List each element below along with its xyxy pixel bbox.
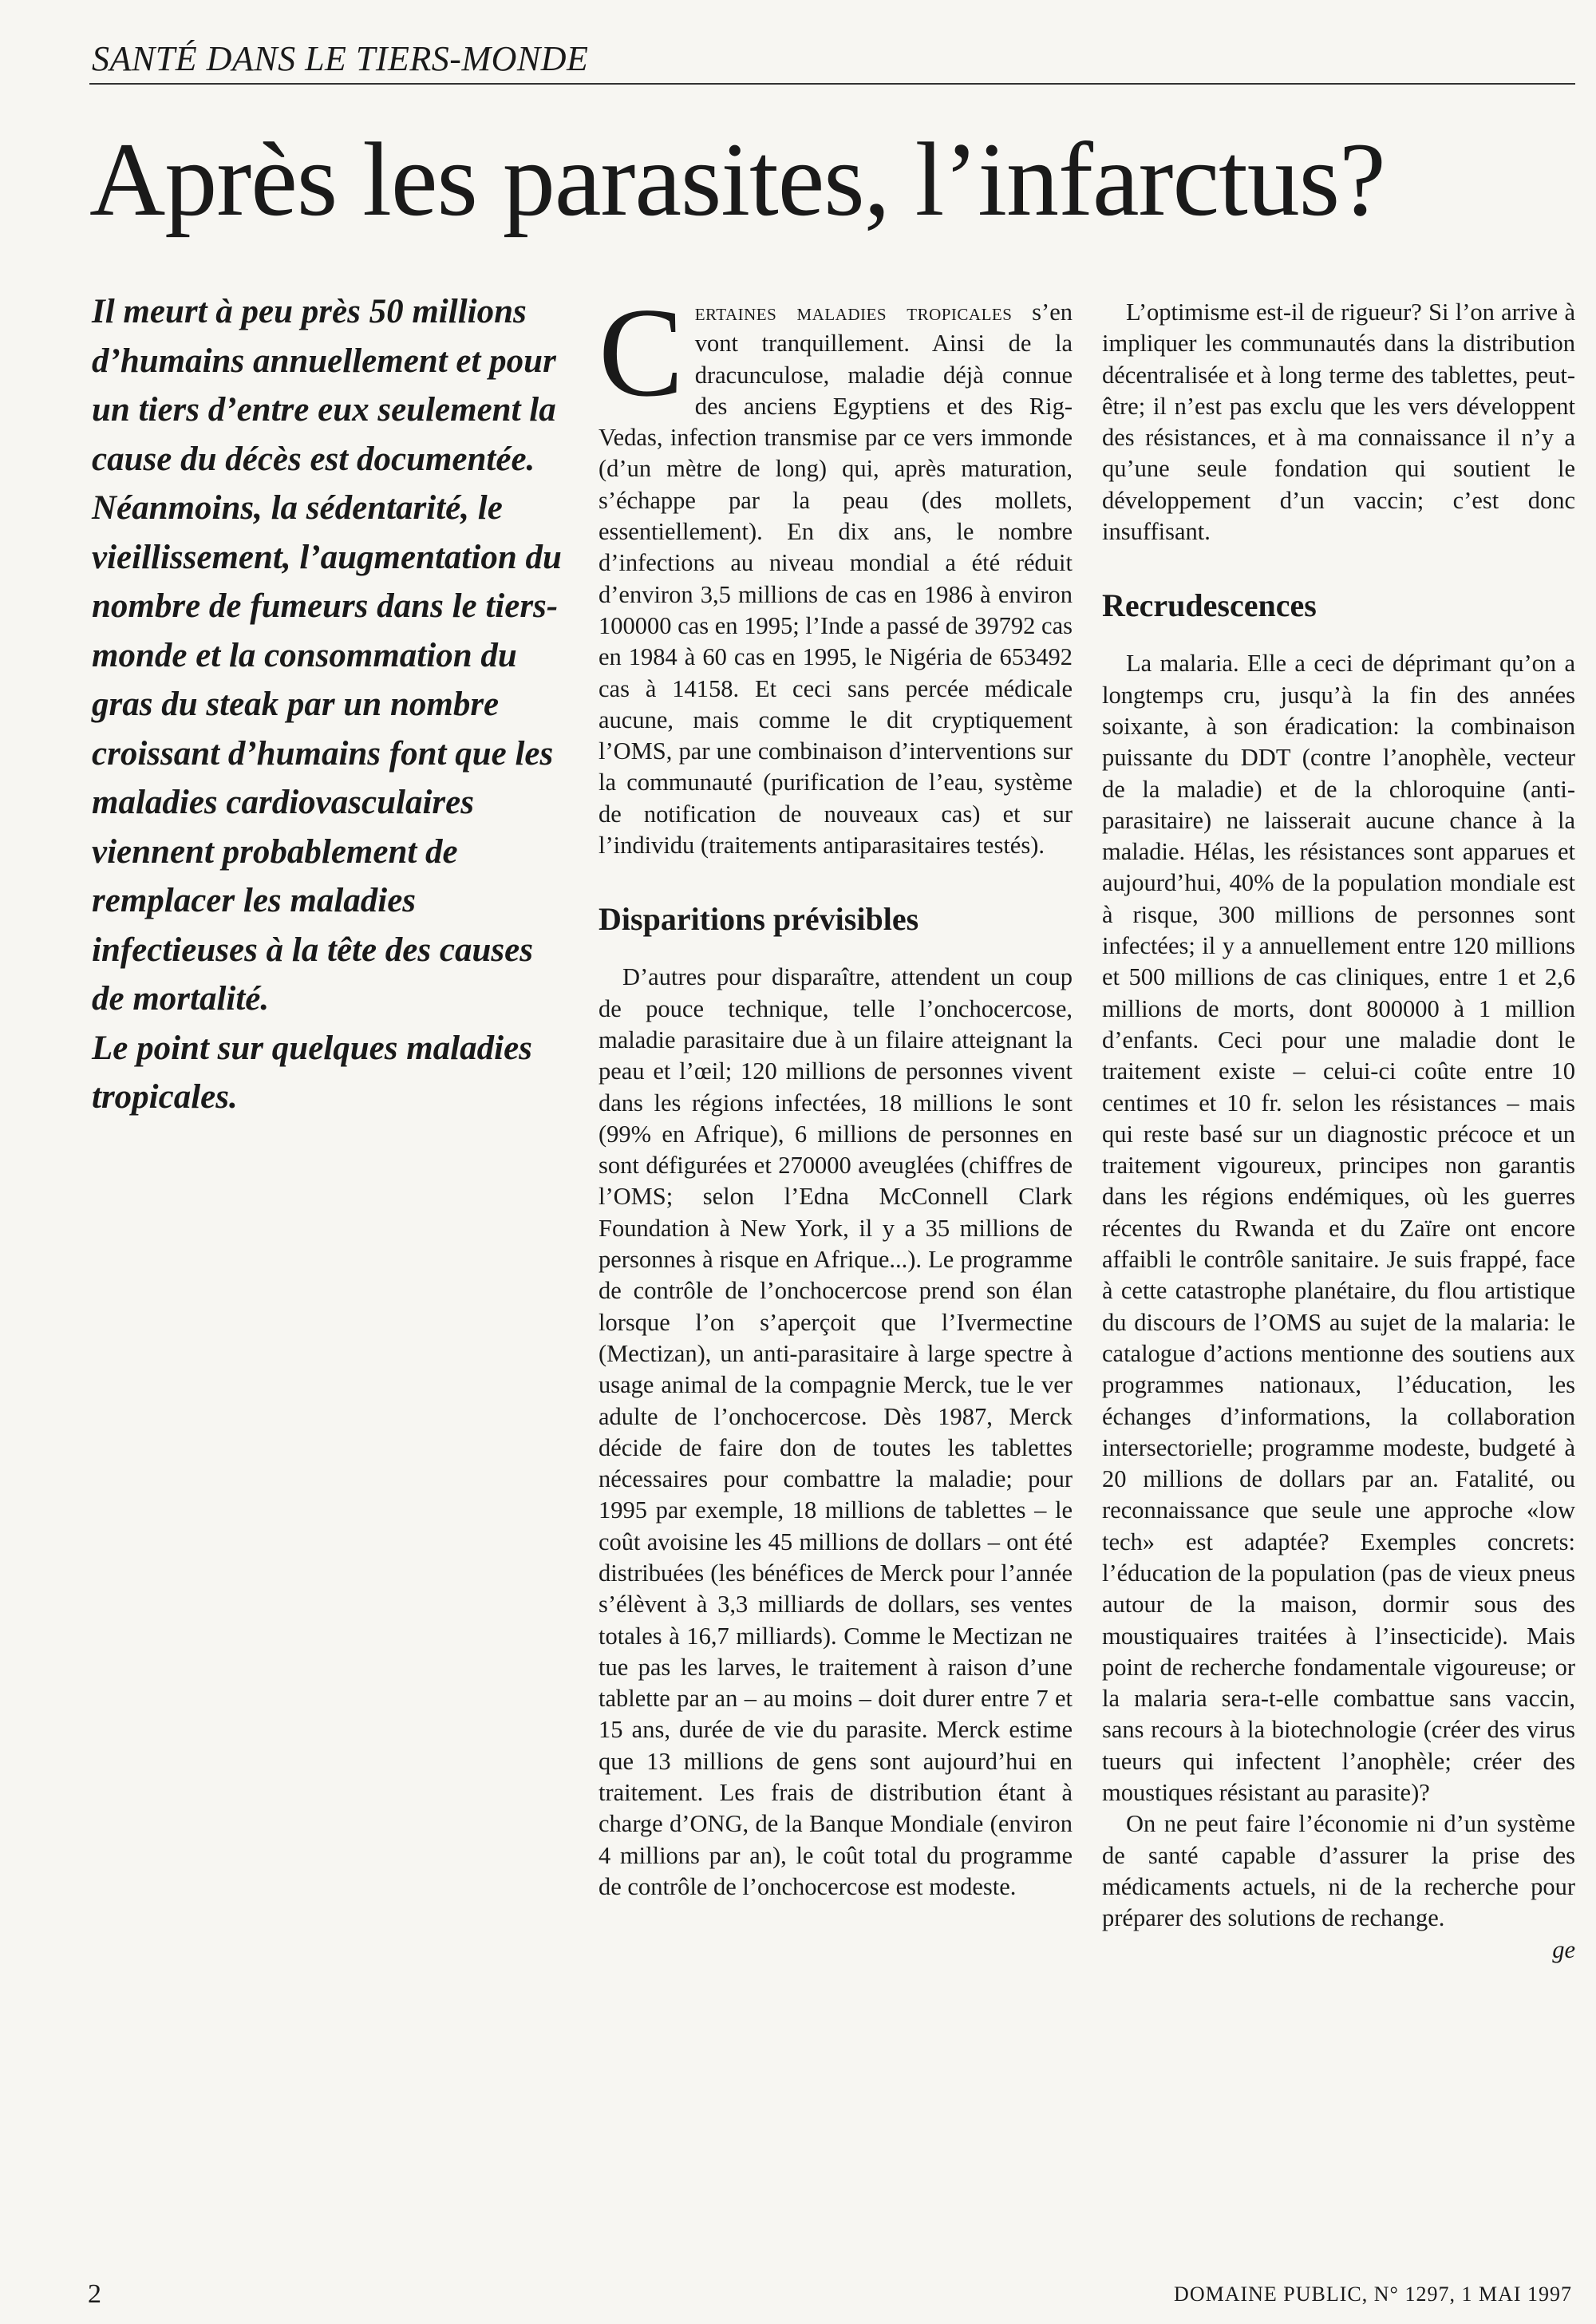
publication-footer: DOMAINE PUBLIC, N° 1297, 1 MAI 1997 bbox=[1174, 2282, 1572, 2306]
lede-paragraph: Le point sur quelques maladies tropicales. bbox=[92, 1029, 532, 1116]
article-paragraph: La malaria. Elle a ceci de déprimant qu’on a longtemps cru, jusqu’à la fin des années soixante, à son éradication: la combinaison puissante du DDT (contre l’anophèle, vecteur de la maladie) et de la chloroquine (anti-parasitaire) ne laisserait aucune chance à la maladie. Hélas, les résistances sont apparues et aujourd’hui, 40% de la population mondiale est à risque, 300 millions de personnes sont infectées; il y a annuellement entre 120 millions et 500 millions de cas cliniques, entre 1 et 2,6 millions de morts, dont 800000 à 1 million d’enfants. Ceci pour une maladie dont le traitement existe – celui-ci coûte entre 10 centimes et 10 fr. selon les résistances – mais qui reste basé sur un diagnostic précoce et un traitement vigoureux, principes non garantis dans les régions endémiques, où les guerres récentes du Rwanda et du Zaïre ont encore affaibli le contrôle sanitaire. Je suis frappé, face à cette catastrophe planétaire, du flou artistique du discours de l’OMS au sujet de la malaria: le catalogue d’actions mentionne des soutiens aux programmes nationaux, l’éducation, les échanges d’informations, la collaboration intersectorielle; programme modeste, budgeté à 20 millions de dollars par an. Fatalité, ou reconnaissance que seule une approche «low tech» est adaptée? Exemples concrets: l’éducation de la population (pas de vieux pneus autour de la maison, dormir sous des moustiquaires traitées à l’insecticide). Mais point de recherche fondamentale vigoureuse; or la malaria sera-t-elle combattue sans vaccin, sans recours à la biotechnologie (créer des virus tueurs qui infectent l’anophèle; créer des moustiques résistant au parasite)? bbox=[1102, 650, 1575, 1807]
article-paragraph: On ne peut faire l’économie ni d’un système de santé capable d’assurer la prise des médicaments actuels, ni de la recherche pour préparer des solutions de rechange. bbox=[1102, 1810, 1575, 1932]
article-paragraph bbox=[598, 281, 1073, 861]
article-title: Après les parasites, l’infarctus? bbox=[89, 121, 1385, 238]
header-rule bbox=[89, 83, 1575, 85]
article-paragraph: L’optimisme est-il de rigueur? Si l’on arrive à impliquer les communautés dans la distribution décentralisée et à long terme des tablettes, peut-être; il n’est pas exclu que les vers développent des résistances, et à ma connaissance il n’y a qu’une seule fondation qui soutient le développement d’un vaccin; c’est donc insuffisant. bbox=[1102, 298, 1575, 546]
article-paragraph: D’autres pour disparaître, attendent un coup de pouce technique, telle l’onchocercose, maladie parasitaire due à un filaire atteignant la peau et l’œil; 120 millions de personnes vivent dans les régions infectées, 18 millions le sont (99% en Afrique), 6 millions de personnes en sont défigurées et 270000 aveuglées (chiffres de l’OMS; selon l’Edna McConnell Clark Foundation à New York, il y a 35 millions de personnes à risque en Afrique...). Le programme de contrôle de l’onchocercose prend son élan lorsque l’on s’aperçoit que l’Ivermectine (Mectizan), un anti-parasitaire à large spectre à usage animal de la compagnie Merck, tue le ver adulte de l’onchocercose. Dès 1987, Merck décide de faire don de toutes les tablettes nécessaires pour combattre la maladie; pour 1995 par exemple, 18 millions de tablettes – le coût avoisine les 45 millions de dollars – ont été distribuées (les bénéfices de Merck pour l’année s’élèvent à 3,3 milliards de dollars, ses ventes totales à 16,7 milliards). Comme le Mectizan ne tue pas les larves, le traitement à raison d’une tablette par an – au moins – doit durer entre 7 et 15 ans, durée de vie du parasite. Merck estime que 13 millions de gens sont aujourd’hui en traitement. Les frais de distribution étant à charge d’ONG, de la Banque Mondiale (environ 4 millions par an), le coût total du programme de contrôle de l’onchocercose est modeste. bbox=[598, 963, 1073, 1900]
section-heading: Disparitions prévisibles bbox=[598, 901, 919, 938]
lede-paragraph: Néanmoins, la sédentarité, le vieillissement, l’augmentation du nombre de fumeurs dans le tiers-monde et la consommation du gras du steak par un nombre croissant d’humains font que les maladies cardiovasculaires viennent probablement de remplacer les maladies infectieuses à la tête des causes de mortalité. bbox=[92, 489, 562, 1018]
page-number: 2 bbox=[88, 2279, 101, 2309]
author-signature: ge bbox=[1552, 1935, 1575, 1963]
article-column-3 bbox=[1102, 297, 1575, 1966]
article-column-2 bbox=[598, 281, 1073, 1903]
section-rubric: SANTÉ DANS LE TIERS-MONDE bbox=[92, 39, 589, 78]
paragraph-text: s’en vont tranquillement. Ainsi de la dracunculose, maladie déjà connue des anciens Egyptiens et des Rig-Vedas, infection transmise par ce vers immonde (d’un mètre de long) qui, après maturation, s’échappe par la peau (des mollets, essentiellement). En dix ans, le nombre d’infections au niveau mondial a été réduit d’environ 3,5 millions de cas en 1986 à environ 100000 cas en 1995; l’Inde a passé de 39792 cas en 1984 à 60 cas en 1995, le Nigéria de 653492 cas à 14158. Et ceci sans percée médicale aucune, mais comme le dit cryptiquement l’OMS, par une combinaison d’interventions sur la communauté (purification de l’eau, système de notification de nouveaux cas) et sur l’individu (traitements antiparasitaires testés). bbox=[598, 298, 1073, 860]
section-heading: Recrudescences bbox=[1102, 587, 1317, 624]
lede-paragraph: Il meurt à peu près 50 millions d’humains annuellement et pour un tiers d’entre eux seulement la cause du décès est documentée. bbox=[92, 293, 556, 478]
smallcaps-opening: ertaines maladies tropicales bbox=[694, 298, 1013, 326]
drop-cap: C bbox=[598, 281, 684, 423]
article-lede bbox=[92, 287, 571, 1122]
